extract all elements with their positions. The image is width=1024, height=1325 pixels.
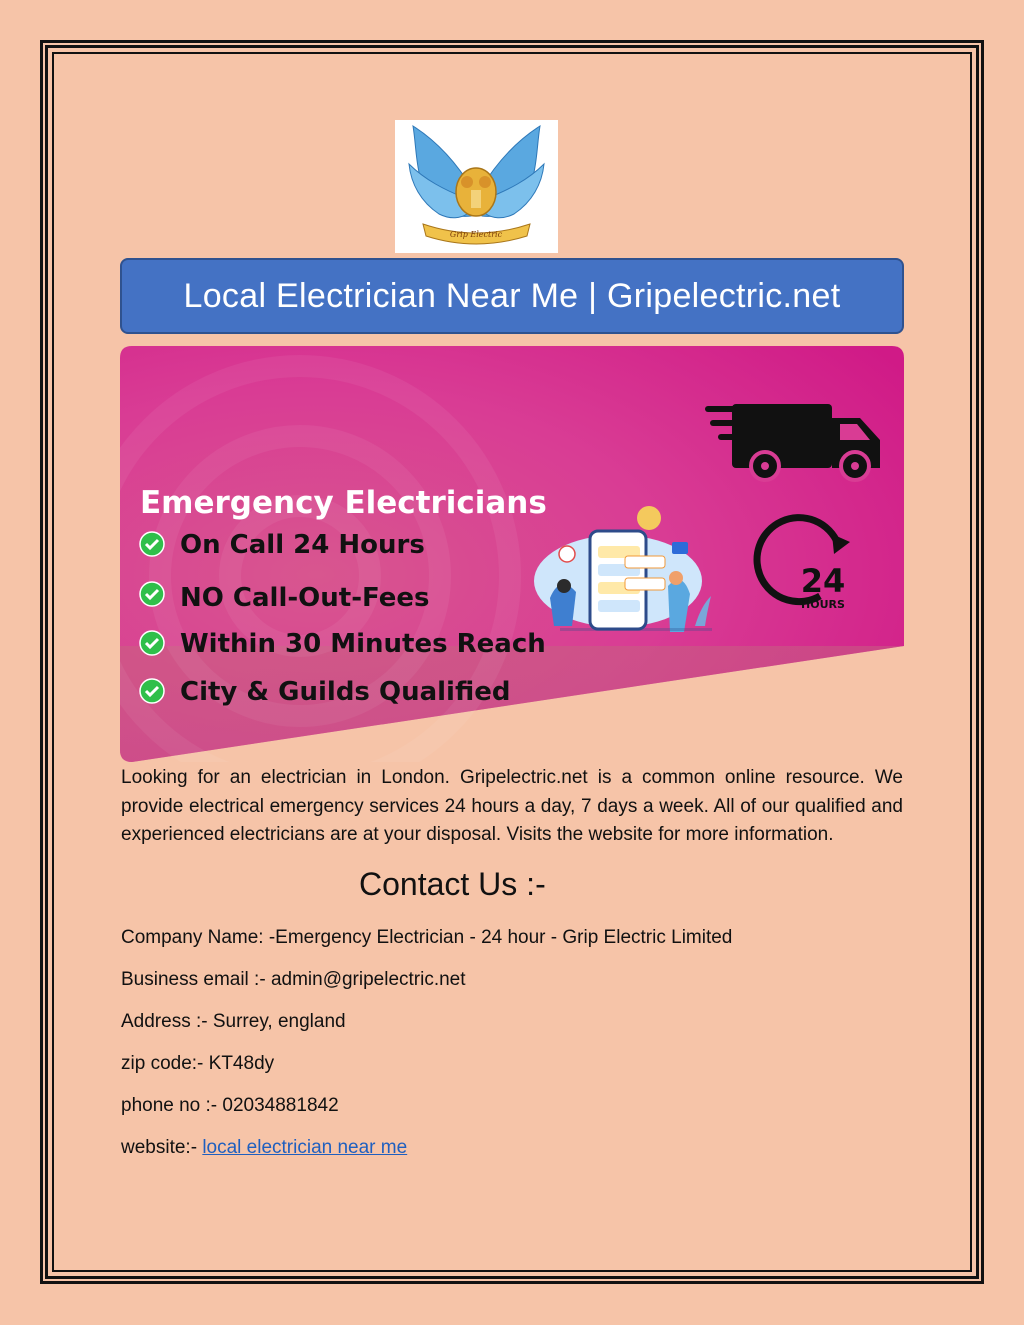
banner-heading: Emergency Electricians xyxy=(140,485,547,521)
intro-paragraph: Looking for an electrician in London. Gripelectric.net is a common online resource. We provide electrical emergency services 24 hours a day, 7 days a week. All of our qualified and experienced electricians are at your disposal. Visits the website for more information. xyxy=(121,767,903,845)
feature-item xyxy=(140,582,429,613)
website-line xyxy=(121,1137,407,1159)
website-label: website:- xyxy=(121,1137,198,1158)
company-name-line: Company Name: -Emergency Electrician - 24 hour - Grip Electric Limited xyxy=(121,927,733,948)
badge-number: 24 xyxy=(800,562,846,600)
phone-line: phone no :- 02034881842 xyxy=(121,1095,339,1116)
page-title-bar xyxy=(120,258,904,334)
website-link[interactable]: local electrician near me xyxy=(202,1137,408,1158)
address-line: Address :- Surrey, england xyxy=(121,1011,346,1032)
feature-label: On Call 24 Hours xyxy=(180,530,425,560)
logo-ribbon-text: Grip Electric xyxy=(449,230,503,239)
company-logo xyxy=(395,120,558,253)
zip-code-line: zip code:- KT48dy xyxy=(121,1053,275,1074)
email-line: Business email :- admin@gripelectric.net xyxy=(121,969,466,990)
feature-item xyxy=(140,629,546,659)
feature-label: City & Guilds Qualified xyxy=(180,677,511,707)
contact-heading: Contact Us :- xyxy=(359,866,546,902)
feature-item xyxy=(140,530,425,560)
badge-label: HOURS xyxy=(801,598,845,611)
feature-label: Within 30 Minutes Reach xyxy=(180,629,546,659)
feature-item xyxy=(140,677,510,707)
hero-banner xyxy=(120,346,904,762)
feature-label: NO Call-Out-Fees xyxy=(180,583,430,613)
page-title: Local Electrician Near Me | Gripelectric.net xyxy=(183,276,841,315)
